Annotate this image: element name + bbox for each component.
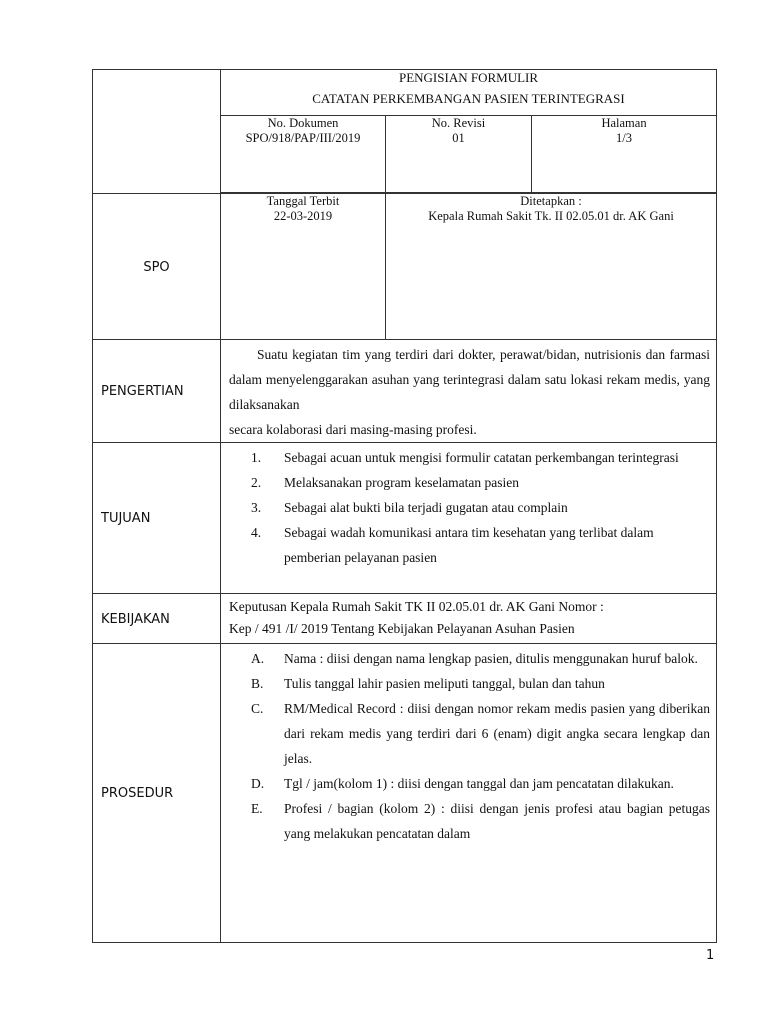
prosedur-body (221, 644, 717, 943)
list-item-text: Sebagai wadah komunikasi antara tim kesehatan yang terlibat dalam pemberian pelayanan pasien (284, 525, 654, 565)
tujuan-body (221, 443, 717, 594)
pengertian-label-cell (93, 340, 221, 443)
list-marker: 1. (251, 450, 262, 465)
prosedur-list (229, 646, 710, 846)
spo-label: SPO (143, 259, 170, 275)
list-item (229, 796, 710, 846)
list-marker: 2. (251, 475, 262, 490)
list-item (229, 646, 710, 671)
kebijakan-label: KEBIJAKAN (101, 611, 170, 627)
kebijakan-line-2: Kep / 491 /I/ 2019 Tentang Kebijakan Pelayanan Asuhan Pasien (229, 621, 575, 636)
list-item-text: Tulis tanggal lahir pasien meliputi tanggal, bulan dan tahun (284, 676, 605, 691)
list-item-text: Nama : diisi dengan nama lengkap pasien, ditulis menggunakan huruf balok. (284, 651, 698, 666)
list-item-text: Tgl / jam(kolom 1) : diisi dengan tanggal dan jam pencatatan dilakukan. (284, 776, 674, 791)
prosedur-label: PROSEDUR (101, 786, 174, 801)
no-dokumen-value: SPO/918/PAP/III/2019 (245, 131, 361, 145)
pengertian-body (221, 340, 717, 443)
list-item (229, 520, 710, 570)
kebijakan-label-cell (93, 594, 221, 644)
halaman-value: 1/3 (616, 131, 632, 145)
no-dokumen-cell (221, 116, 386, 193)
ditetapkan-cell (386, 194, 717, 340)
list-item (229, 470, 710, 495)
list-item-text: RM/Medical Record : diisi dengan nomor rekam medis pasien yang diberikan dari rekam medis yang terdiri dari 6 (enam) digit angka secara lengkap dan jelas. (284, 701, 711, 766)
list-item-text: Sebagai acuan untuk mengisi formulir catatan perkembangan terintegrasi (284, 450, 679, 465)
tanggal-terbit-value: 22-03-2019 (273, 209, 333, 223)
title-line-1: PENGISIAN FORMULIR (398, 70, 539, 85)
kebijakan-line-1: Keputusan Kepala Rumah Sakit TK II 02.05.01 dr. AK Gani Nomor : (229, 599, 604, 614)
list-marker: C. (251, 701, 264, 716)
list-marker: B. (251, 676, 264, 691)
tanggal-terbit-cell (221, 194, 386, 340)
pengertian-text-2: secara kolaborasi dari masing-masing profesi. (229, 422, 477, 437)
halaman-cell (532, 116, 717, 193)
no-revisi-label: No. Revisi (431, 116, 486, 130)
no-dokumen-label: No. Dokumen (267, 116, 339, 130)
pengertian-text-1: Suatu kegiatan tim yang terdiri dari dokter, perawat/bidan, nutrisionis dan farmasi dalam menyelenggarakan asuhan yang terintegrasi dalam satu lokasi rekam medis, yang dilaksanakan (229, 347, 711, 412)
document-title (221, 70, 717, 116)
list-item-text: Profesi / bagian (kolom 2) : diisi dengan jenis profesi atau bagian petugas yang melakukan pencatatan dalam (284, 801, 711, 841)
list-marker: A. (251, 651, 265, 666)
ditetapkan-label: Ditetapkan : (520, 194, 582, 208)
spo-label-cell (93, 194, 221, 340)
list-item-text: Melaksanakan program keselamatan pasien (284, 475, 520, 490)
halaman-label: Halaman (601, 116, 647, 130)
kebijakan-body (221, 594, 717, 644)
tanggal-terbit-label: Tanggal Terbit (266, 194, 340, 208)
list-item (229, 495, 710, 520)
list-marker: E. (251, 801, 263, 816)
ditetapkan-value: Kepala Rumah Sakit Tk. II 02.05.01 dr. AK Gani (428, 209, 674, 223)
list-item (229, 671, 710, 696)
logo-cell (93, 70, 221, 194)
list-marker: D. (251, 776, 265, 791)
list-marker: 3. (251, 500, 262, 515)
no-revisi-value: 01 (452, 131, 465, 145)
tujuan-label-cell (93, 443, 221, 594)
list-item (229, 771, 710, 796)
tujuan-list (229, 445, 710, 570)
page-number: 1 (706, 948, 715, 963)
title-line-2: CATATAN PERKEMBANGAN PASIEN TERINTEGRASI (312, 91, 625, 106)
list-item (229, 696, 710, 771)
prosedur-label-cell (93, 644, 221, 943)
no-revisi-cell (386, 116, 532, 193)
spo-document-table (92, 69, 717, 943)
list-item (229, 445, 710, 470)
tujuan-label: TUJUAN (101, 511, 151, 526)
list-item-text: Sebagai alat bukti bila terjadi gugatan atau complain (284, 500, 568, 515)
list-marker: 4. (251, 525, 262, 540)
pengertian-label: PENGERTIAN (101, 384, 184, 399)
